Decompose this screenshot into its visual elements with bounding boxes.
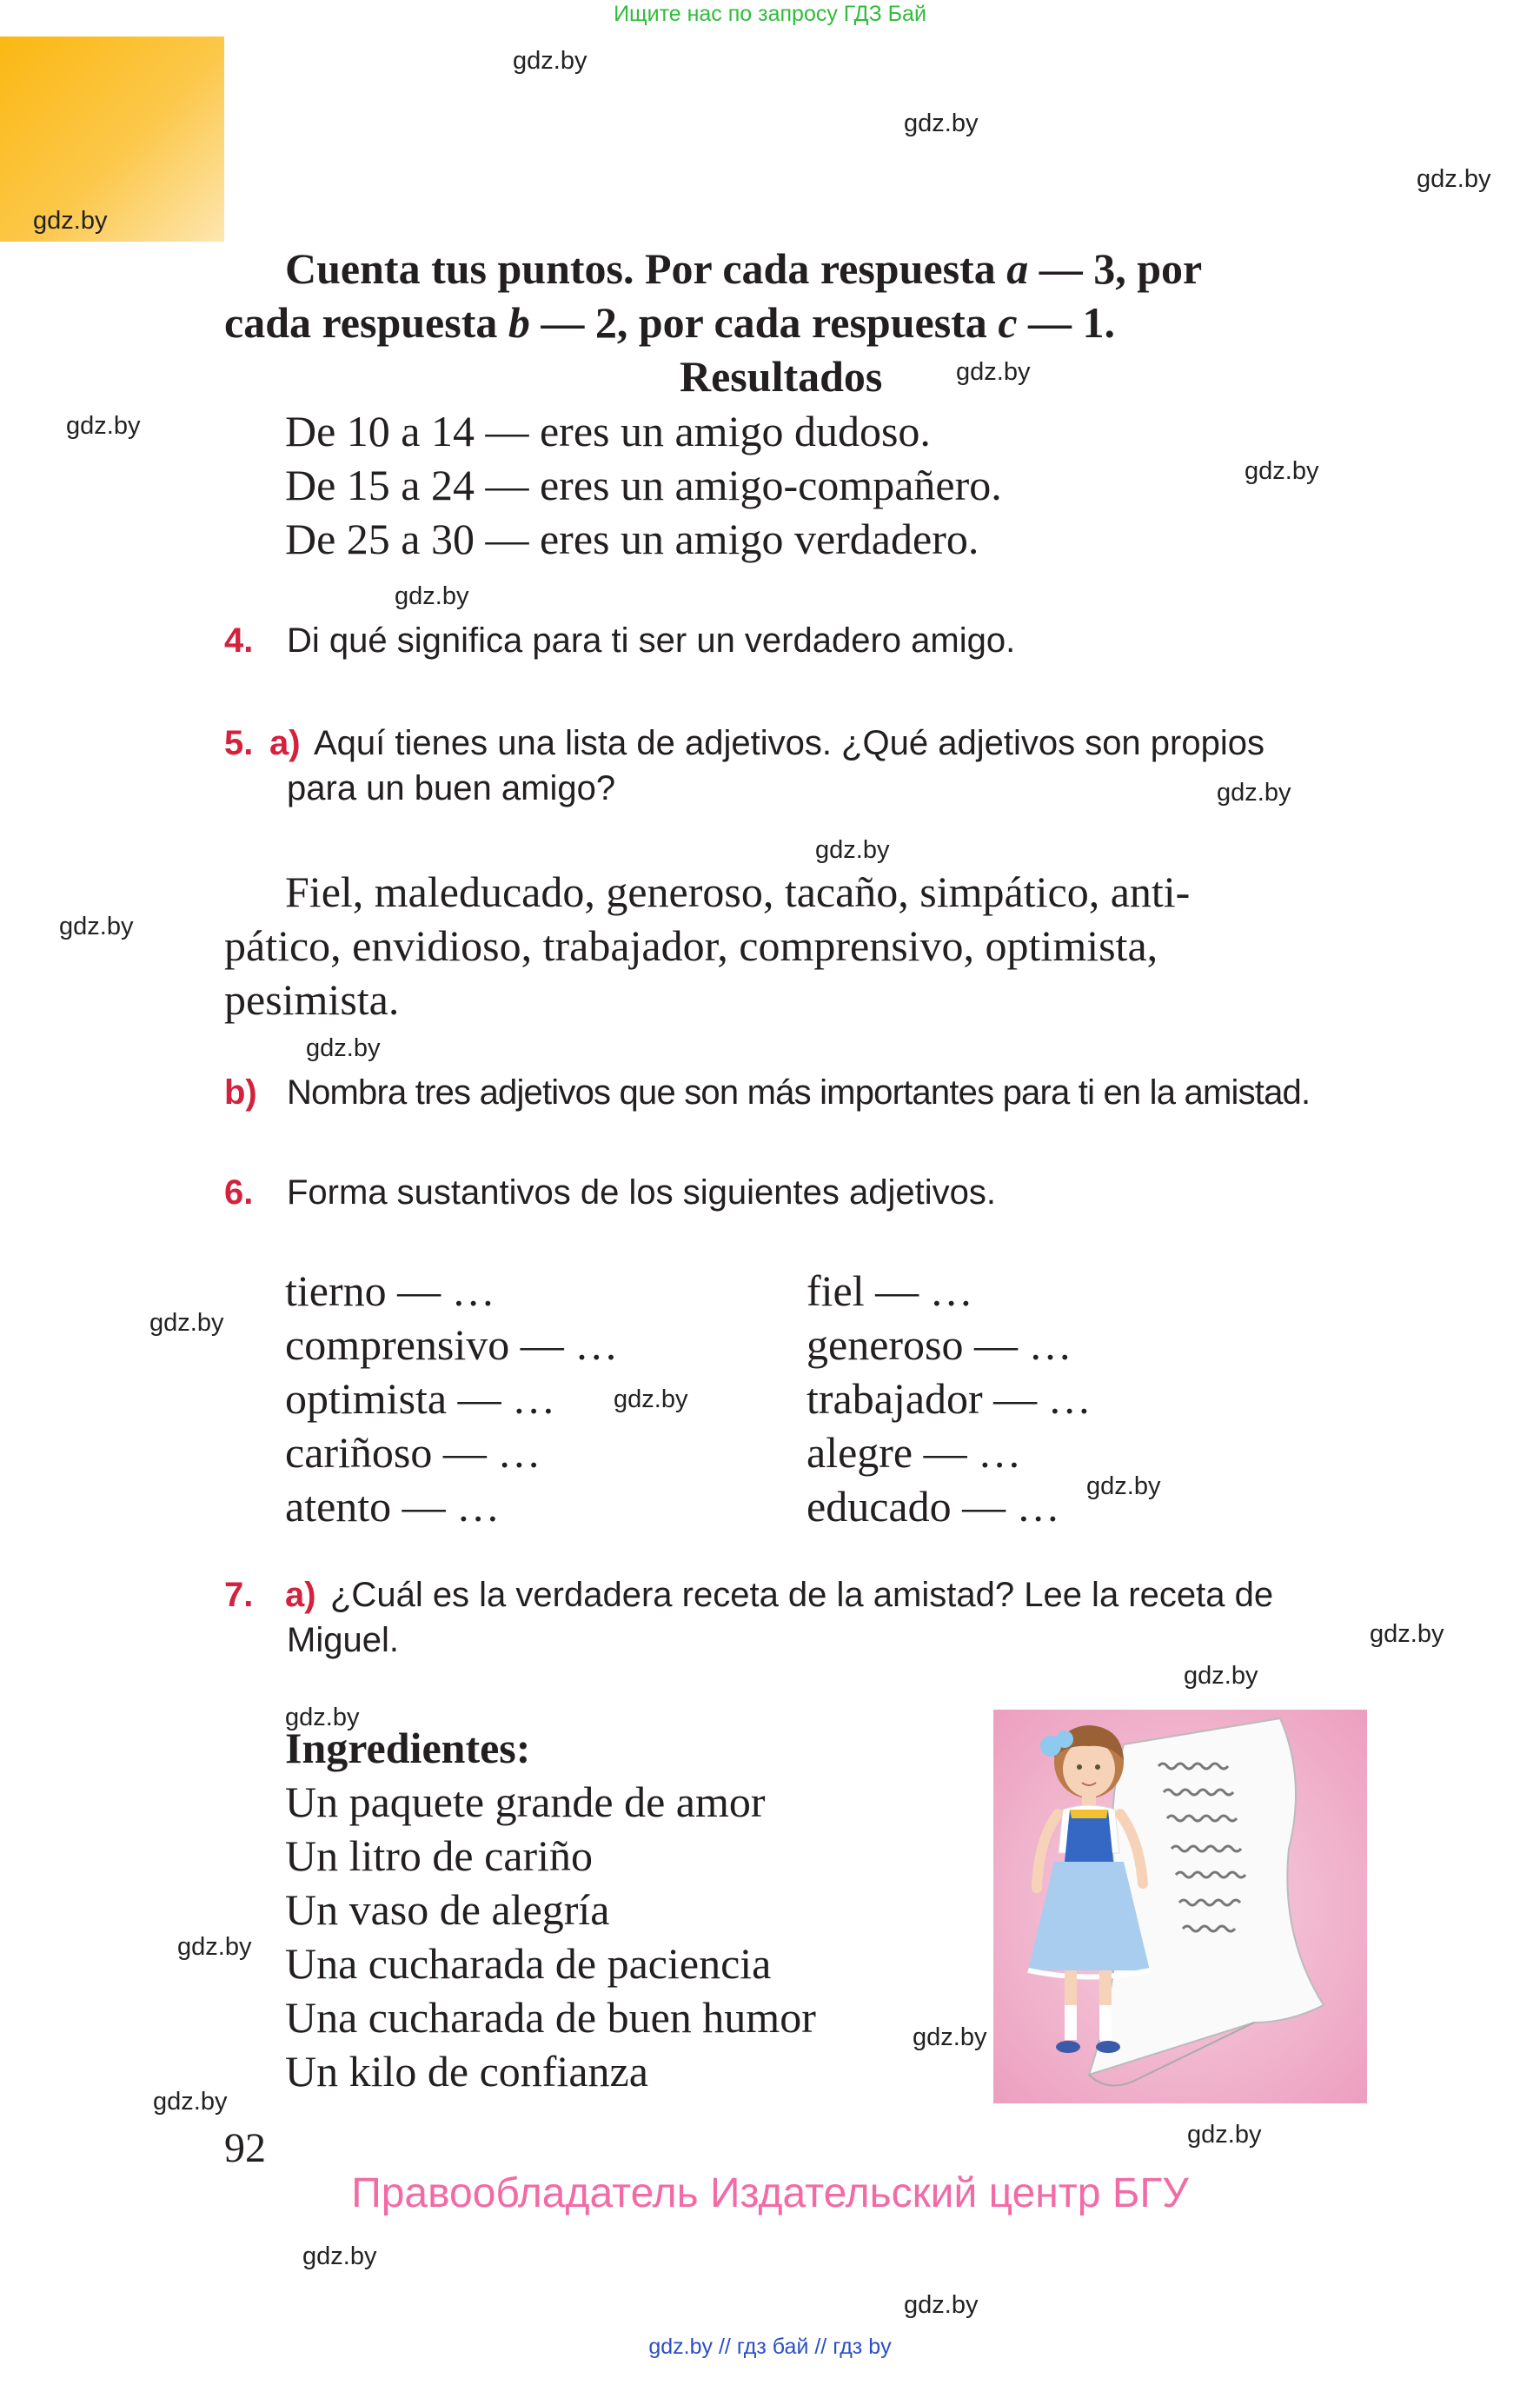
result-item: De 15 a 24 — eres un amigo-compañero. (285, 461, 1002, 509)
ingredient-item: Una cucharada de buen humor (285, 1993, 816, 2042)
adjective-left: tierno — … (285, 1266, 495, 1315)
copyright-notice: Правообладатель Издательский центр БГУ (351, 2170, 1189, 2216)
intro-line-1: Cuenta tus puntos. Por cada respuesta a — 3, por (285, 244, 1203, 293)
exercise-5b-text: Nombra tres adjetivos que son más importantes para ti en la amistad. (287, 1073, 1311, 1112)
exercise-7a-line-2: Miguel. (287, 1621, 399, 1659)
exercise-4-number: 4. (224, 621, 254, 660)
watermark: gdz.by (153, 2088, 228, 2116)
watermark: gdz.by (913, 2023, 987, 2051)
exercise-4-text: Di qué significa para ti ser un verdadero amigo. (287, 621, 1016, 660)
adjective-left: optimista — … (285, 1374, 556, 1423)
watermark: gdz.by (1417, 165, 1491, 193)
exercise-5a-line-1: Aquí tienes una lista de adjetivos. ¿Qué adjetivos son propios (314, 724, 1265, 762)
adjective-left: cariñoso — … (285, 1428, 541, 1477)
exercise-5a-label: a) (269, 724, 301, 762)
watermark: gdz.by (1184, 1662, 1258, 1690)
exercise-5-number: 5. (224, 724, 254, 762)
watermark: gdz.by (395, 582, 469, 610)
bottom-note[interactable]: gdz.by // гдз бай // гдз by (648, 2335, 892, 2359)
watermark: gdz.by (306, 1034, 381, 1062)
watermark: gdz.by (1370, 1620, 1444, 1648)
adjective-list-line: Fiel, maleducado, generoso, tacaño, simpático, anti- (285, 867, 1191, 916)
top-note: Ищите нас по запросу ГДЗ Бай (614, 2, 926, 26)
ingredient-item: Un kilo de confianza (285, 2047, 648, 2096)
adjective-left: atento — … (285, 1482, 501, 1531)
adjective-right: alegre — … (807, 1428, 1022, 1477)
watermark: gdz.by (66, 412, 141, 440)
result-item: De 25 a 30 — eres un amigo verdadero. (285, 515, 979, 563)
adjective-right: fiel — … (807, 1266, 973, 1315)
adjective-left: comprensivo — … (285, 1320, 619, 1369)
watermark: gdz.by (1245, 457, 1319, 485)
watermark: gdz.by (513, 47, 587, 75)
adjective-list-line: pático, envidioso, trabajador, comprensivo, optimista, (224, 921, 1158, 970)
watermark: gdz.by (1187, 2121, 1262, 2149)
exercise-5b-label: b) (224, 1073, 257, 1112)
adjective-list-line: pesimista. (224, 975, 400, 1024)
intro-line-2: cada respuesta b — 2, por cada respuesta c — 1. (224, 298, 1116, 347)
ingredient-item: Un vaso de alegría (285, 1885, 610, 1934)
adjective-right: educado — … (807, 1482, 1060, 1531)
exercise-7a-line-1: ¿Cuál es la verdadera receta de la amistad? Lee la receta de (330, 1576, 1274, 1614)
exercise-7-number: 7. (224, 1576, 254, 1614)
watermark: gdz.by (1086, 1472, 1161, 1500)
ingredient-item: Un litro de cariño (285, 1831, 594, 1880)
ingredients-title: Ingredientes: (285, 1724, 531, 1772)
watermark: gdz.by (904, 110, 979, 137)
exercise-6-text: Forma sustantivos de los siguientes adjetivos. (287, 1173, 996, 1212)
page-number: 92 (224, 2125, 266, 2171)
watermark: gdz.by (614, 1385, 688, 1413)
exercise-5a-line-2: para un buen amigo? (287, 769, 616, 807)
watermark: gdz.by (285, 1704, 360, 1731)
exercise-7a-label: a) (285, 1576, 316, 1614)
adjective-right: generoso — … (807, 1320, 1072, 1369)
watermark: gdz.by (302, 2242, 377, 2270)
exercise-6-number: 6. (224, 1173, 254, 1212)
watermark: gdz.by (815, 836, 890, 864)
watermark: gdz.by (177, 1933, 252, 1961)
watermark: gdz.by (904, 2291, 979, 2319)
watermark: gdz.by (1217, 779, 1291, 807)
ingredient-item: Una cucharada de paciencia (285, 1939, 772, 1988)
watermark: gdz.by (956, 358, 1031, 386)
watermark: gdz.by (33, 207, 108, 235)
adjective-right: trabajador — … (807, 1374, 1092, 1423)
results-title: Resultados (680, 352, 883, 401)
result-item: De 10 a 14 — eres un amigo dudoso. (285, 407, 931, 455)
ingredient-item: Un paquete grande de amor (285, 1777, 766, 1826)
girl-with-recipe-illustration (993, 1710, 1367, 2103)
watermark: gdz.by (149, 1309, 224, 1337)
watermark: gdz.by (59, 913, 134, 940)
